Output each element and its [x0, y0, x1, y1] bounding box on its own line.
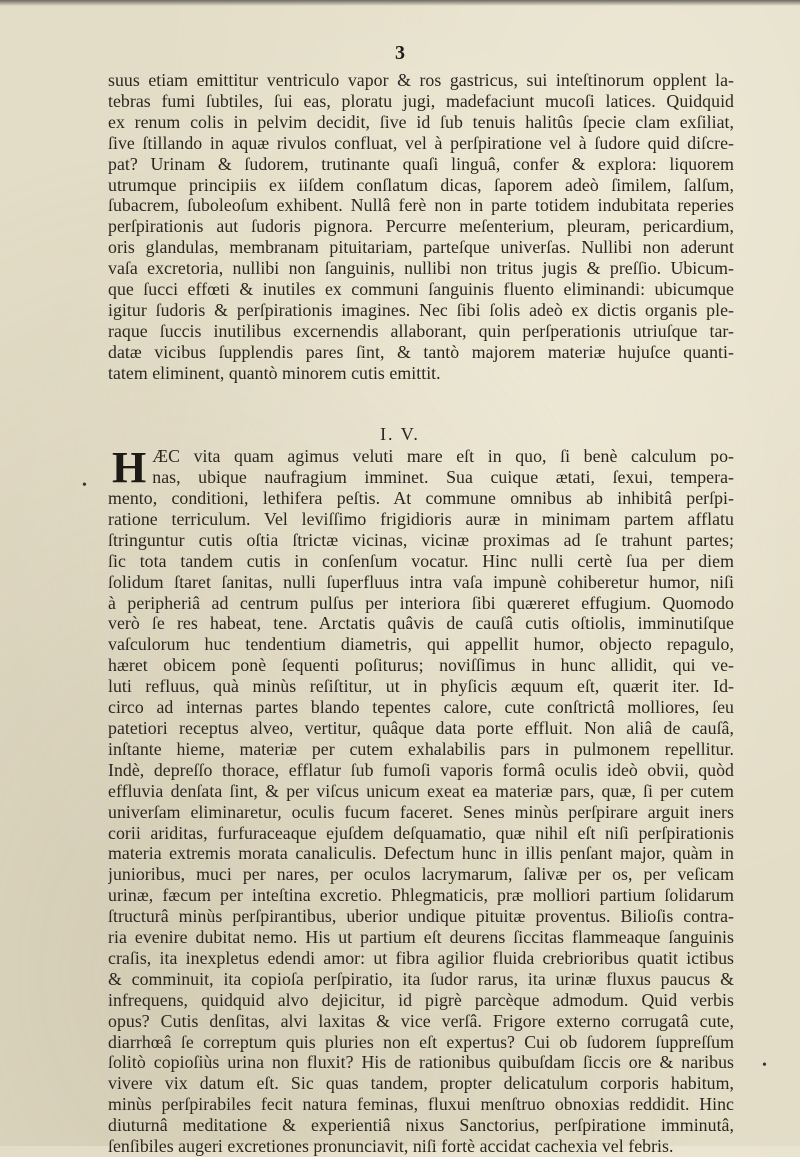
margin-mark: •: [762, 1058, 767, 1073]
text-line: opus? Cutis denſitas, alvi laxitas & vice verſâ. Frigore externo corrugatâ cute,: [108, 1010, 734, 1031]
text-line: nas, ubique naufragium imminet. Sua cuique ætati, ſexui, tempera-: [152, 466, 734, 487]
text-line: verò ſe res habeat, tene. Arctatis quâvis de cauſâ cutis oſtiolis, imminutiſque: [108, 613, 734, 634]
text-line: hæret obicem ponè ſequenti poſiturus; noviſſimus in hunc allidit, qui ve-: [108, 655, 734, 676]
page-number: 3: [395, 42, 405, 64]
text-line: raque ſuccis inutilibus excernendis allaborant, quin perſperationis utriuſque tar-: [108, 320, 734, 341]
text-line: diarrhœâ ſe correptum quis pluries non eſt expertus? Cui ob ſudorem ſuppreſſum: [108, 1031, 734, 1052]
text-line: ſtructurâ minùs perſpirantibus, uberior undique pituitæ proventus. Bilioſis contra-: [108, 906, 734, 927]
text-line: corii ariditas, furfuraceaque ejuſdem deſquamatio, quæ nihil eſt niſi perſpirationis: [108, 822, 734, 843]
text-line: ſtringuntur cutis oſtia ſtrictæ vicinas, vicinæ proximas ad ſe trahunt partes;: [108, 529, 734, 550]
text-line: tebras fumi ſubtiles, ſui eas, ploratu jugi, madefaciunt mucoſi latices. Quidquid: [108, 90, 734, 111]
text-line: univerſam eliminaretur, oculis fucum faceret. Senes minùs perſpirare arguit iners: [108, 801, 734, 822]
text-line: materia extremis morata canaliculis. Defectum hunc in illis penſant major, quàm in: [108, 843, 734, 864]
text-line: ratione terriculum. Vel leviſſimo frigidioris auræ in minimam partem afflatu: [108, 508, 734, 529]
text-line: ſolidum ſtaret ſanitas, nulli ſuperfluus intra vaſa impunè cohiberetur humor, niſi: [108, 571, 734, 592]
text-line: tatem eliminent, quantò minorem cutis emittit.: [108, 362, 441, 383]
text-line: ria evenire dubitat nemo. His ut partium eſt deurens ſiccitas flammeaque ſanguinis: [108, 927, 734, 948]
text-line: vivere vix datum eſt. Sic quas tandem, propter delicatulum corporis habitum,: [108, 1073, 734, 1094]
text-line: urinæ, fæcum per inteſtina excretio. Phlegmaticis, præ molliori partium ſolidarum: [108, 885, 734, 906]
text-line: mento, conditioni, lethifera peſtis. At commune omnibus ab inhibitâ perſpi-: [108, 488, 734, 508]
text-line: inſtante hieme, materiæ per cutem exhalabilis pars in pulmonem repellitur.: [108, 738, 734, 759]
section-heading: I. V.: [380, 424, 420, 444]
text-line: minùs perſpirabiles fecit natura feminas, fluxui menſtruo obnoxias reddidit. Hinc: [108, 1094, 734, 1115]
text-line: & comminuit, ita copioſa perſpiratio, ita ſudor rarus, ita urinæ fluxus paucus &: [108, 968, 734, 989]
text-line: que ſucci effœti & inutiles ex communi ſanguinis fluento eliminandi: ubicumque: [108, 279, 734, 300]
text-line: ſolitò copioſiùs urina non fluxit? His de rationibus quibuſdam ſiccis ore & naribus: [108, 1052, 734, 1073]
drop-cap: H: [112, 443, 147, 492]
text-line: effluvia denſata ſint, & per viſcus unicum exeat ea materiæ pars, quæ, ſi per cutem: [108, 780, 734, 801]
text-line: ſubacrem, ſuboleoſum exhibent. Nullâ ferè non in parte totidem indubitata reperies: [108, 195, 734, 216]
text-line: diuturnâ meditatione & experientiâ nixus Sanctorius, perſpiratione imminutâ,: [108, 1115, 734, 1136]
text-line: junioribus, muci per nares, per oculos lacrymarum, ſalivæ per os, per veſicam: [108, 864, 734, 885]
text-line: utrumque principiis ex iiſdem conſlatum dicas, ſaporem adeò ſimilem, ſalſum,: [108, 174, 734, 195]
text-line: vaſa excretoria, nullibi non ſanguinis, nullibi non tritus jugis & preſſio. Ubicum-: [108, 258, 734, 279]
paragraph-1: [108, 70, 734, 384]
text-line: ſenſibiles augeri excretiones pronunciavit, niſi fortè accidat cachexia vel febris.: [108, 1136, 674, 1157]
text-line: infrequens, quidquid alvo dejicitur, id pigrè parcèque admodum. Quid verbis: [108, 989, 734, 1010]
text-line: igitur ſudoris & perſpirationis imagines. Nec ſibi ſolis adeò ex dictis organis ple-: [108, 299, 734, 320]
text-line: ÆC vita quam agimus veluti mare eſt in quo, ſi benè calculum po-: [152, 446, 734, 466]
margin-mark: •: [82, 478, 87, 493]
text-line: ex renum colis in pelvim decidit, ſive id ſub tenuis halitûs ſpecie clam exſiliat,: [108, 111, 734, 132]
text-line: suus etiam emittitur ventriculo vapor & ros gastricus, sui inteſtinorum opplent la-: [108, 70, 734, 90]
text-line: ſive ſtillando in aquæ rivulos confluat, vel à perſpiratione vel à ſudore quid diſcre-: [108, 132, 734, 153]
text-line: circo ad internas partes blando tepentes calore, cute conſtrictâ molliores, ſeu: [108, 697, 734, 718]
text-line: perſpirationis aut ſudoris pignora. Percurre meſenterium, pleuram, pericardium,: [108, 216, 734, 237]
text-line: datæ vicibus ſupplendis pares ſint, & tantò majorem materiæ hujuſce quanti-: [108, 341, 734, 362]
text-line: pat? Urinam & ſudorem, trutinante quaſi linguâ, confer & explora: liquorem: [108, 153, 734, 174]
text-line: Indè, depreſſo thorace, efflatur ſub fumoſi vaporis formâ oculis ideò obvii, quòd: [108, 759, 734, 780]
text-line: ſic tota tandem cutis in conſenſum vocatur. Hinc nulli certè ſua per diem: [108, 550, 734, 571]
text-line: oris glandulas, membranam pituitariam, parteſque univerſas. Nullibi non aderunt: [108, 237, 734, 258]
text-line: craſis, ita inexpletus edendi amor: ut fibra agilior fluida crebrioribus quatit ictibus: [108, 947, 734, 968]
page-top-edge: [0, 0, 800, 6]
text-line: à peripheriâ ad centrum pulſus per interiora ſibi quæreret effugium. Quomodo: [108, 592, 734, 613]
text-line: patetiori receptus alveo, vertitur, quâque data porte effluit. Non aliâ de cauſâ,: [108, 717, 734, 738]
text-line: vaſculorum huc tendentium diametris, qui appellit humor, objecto repagulo,: [108, 634, 734, 655]
text-line: luti refluus, quà minùs reſiſtitur, ut in phyſicis æquum eſt, quærit iter. Id-: [108, 676, 734, 697]
paragraph-2: [108, 443, 734, 1157]
